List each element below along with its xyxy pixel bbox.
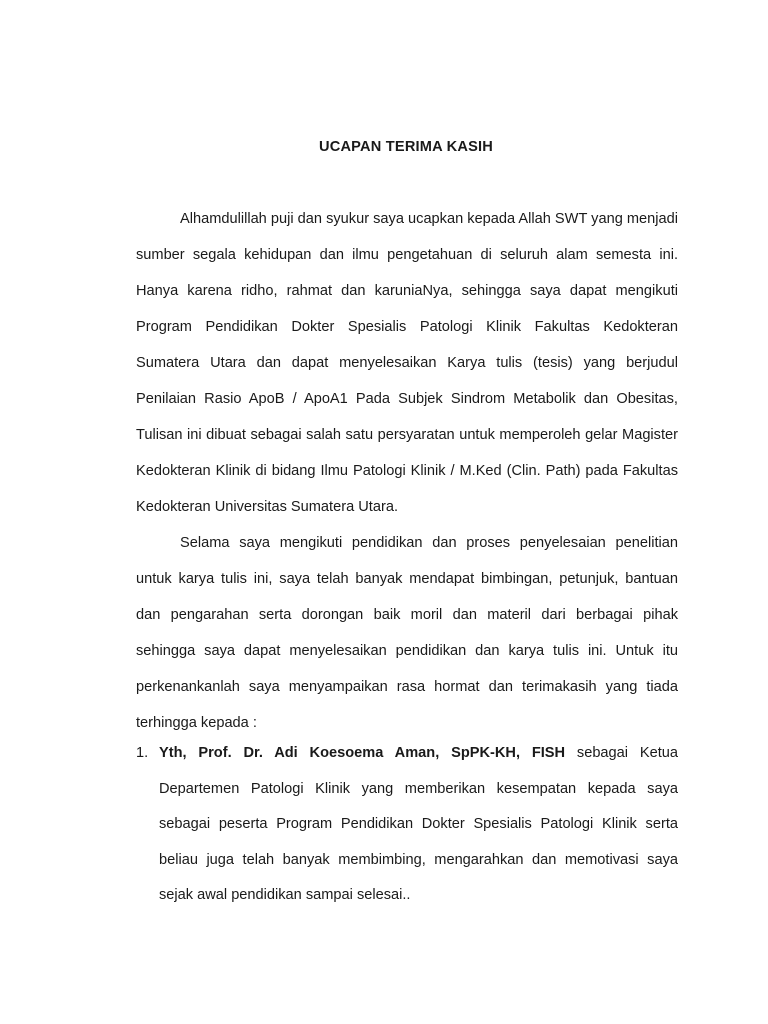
list-item (136, 736, 678, 914)
paragraph-2 (136, 525, 678, 741)
page-title: UCAPAN TERIMA KASIH (318, 139, 494, 155)
paragraph-1-text: Alhamdulillah puji dan syukur saya ucapkan kepada Allah SWT yang menjadi sumber segala kehidupan dan ilmu pengetahuan di seluruh alam semesta ini. Hanya karena ridho, rahmat dan karuniaNya, sehingga saya dapat mengikuti Program Pendidikan Dokter Spesialis Patologi Klinik Fakultas Kedokteran Sumatera Utara dan dapat menyelesaikan Karya tulis (tesis) yang berjudul Penilaian Rasio ApoB / ApoA1 Pada Subjek Sindrom Metabolik dan Obesitas, Tulisan ini dibuat sebagai salah satu persyaratan untuk memperoleh gelar Magister Kedokteran Klinik di bidang Ilmu Patologi Klinik / M.Ked (Clin. Path) pada Fakultas Kedokteran Universitas Sumatera Utara. (136, 211, 678, 515)
document-body (136, 201, 678, 741)
acknowledgement-list (136, 736, 678, 914)
paragraph-2-text: Selama saya mengikuti pendidikan dan proses penyelesaian penelitian untuk karya tulis ini, saya telah banyak mendapat bimbingan, petunjuk, bantuan dan pengarahan serta dorongan baik moril dan materil dari berbagai pihak sehingga saya dapat menyelesaikan pendidikan dan karya tulis ini. Untuk itu perkenankanlah saya menyampaikan rasa hormat dan terimakasih yang tiada terhingga kepada : (136, 535, 678, 731)
list-item-name: Yth, Prof. Dr. Adi Koesoema Aman, SpPK-KH, FISH (159, 745, 566, 761)
list-item-number: 1. (136, 745, 149, 761)
list-item-text: sebagai Ketua Departemen Patologi Klinik yang memberikan kesempatan kepada saya sebagai peserta Program Pendidikan Dokter Spesialis Patologi Klinik serta beliau juga telah banyak membimbing, mengarahkan dan memotivasi saya sejak awal pendidikan sampai selesai.. (159, 745, 678, 903)
paragraph-1 (136, 201, 678, 525)
